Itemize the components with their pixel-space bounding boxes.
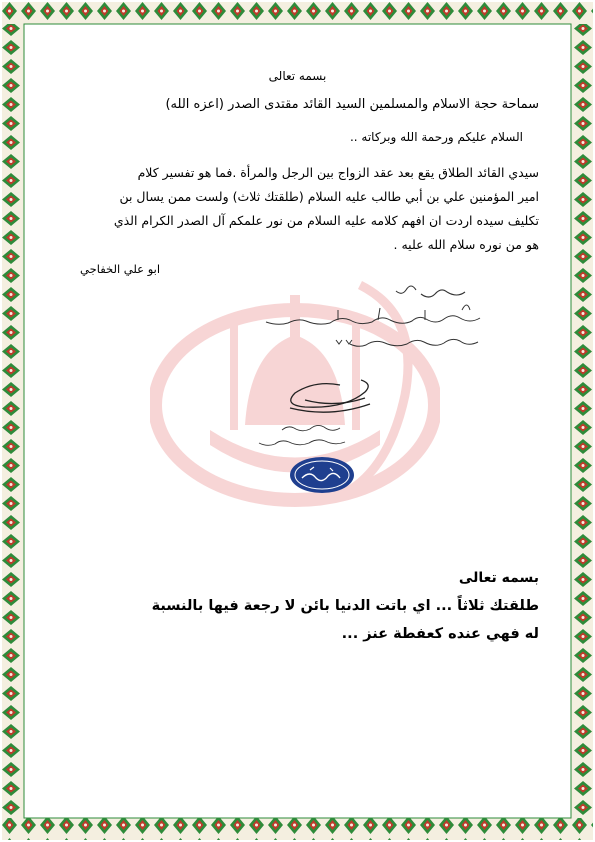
letter-author: ابو علي الخفاجي (80, 262, 161, 276)
seal (290, 457, 354, 493)
letter-heading: بسمه تعالى (268, 69, 327, 83)
letter-body-line: امير المؤمنين علي بن أبي طالب عليه السلام (طلقتك ثلاث) ولست ممن يسال بن (119, 189, 539, 204)
reply-line-1: طلقتك ثلاثاً ... اي باتت الدنيا بائن لا رجعة فيها بالنسبة (151, 598, 539, 614)
letter-body-line: تكليف سيده اردت ان افهم كلامه عليه السلام من نور علمكم آل الصدر الكرام الذي (113, 213, 539, 228)
signature-name (282, 425, 340, 430)
letter-body-line: سيدي القائد الطلاق يقع بعد عقد الزواج بين الرجل والمرأة .فما هو تفسير كلام (137, 165, 539, 180)
handwritten-line-1 (266, 305, 480, 324)
handwritten-heading (396, 286, 465, 297)
letter-body-line: هو من نوره سلام الله عليه . (393, 237, 539, 252)
letter-addressee: سماحة حجة الاسلام والمسلمين السيد القائد مقتدى الصدر (اعزه الله) (165, 97, 539, 112)
reply-line-2: له فهي عنده كعفطة عنز ... (341, 626, 539, 642)
reply-heading: بسمه تعالى (458, 570, 539, 586)
letter-greeting: السلام عليكم ورحمة الله وبركاته .. (349, 130, 523, 144)
handwritten-line-2 (336, 339, 478, 346)
signature-date (259, 440, 345, 445)
handwritten-reply (220, 280, 490, 500)
signature (290, 380, 370, 412)
